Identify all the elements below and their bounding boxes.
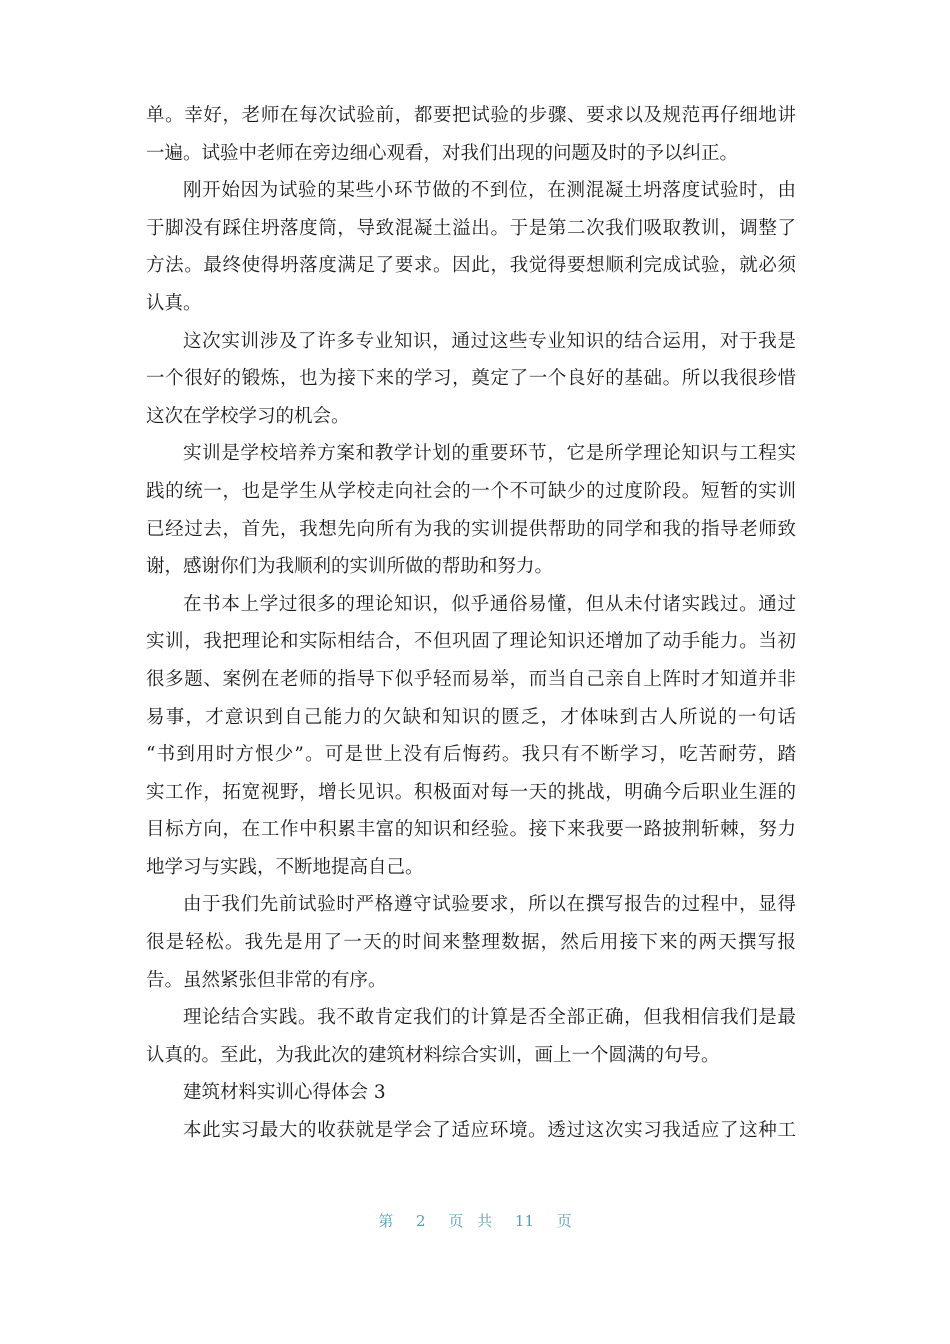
- text-line: 践的统一，也是学生从学校走向社会的一个不可缺少的过度阶段。短暂的实训: [146, 480, 796, 502]
- text-line: 认真。: [146, 292, 202, 314]
- text-line: 实训是学校培养方案和教学计划的重要环节，它是所学理论知识与工程实: [183, 443, 796, 465]
- text-line: 于脚没有踩住坍落度筒，导致混凝土溢出。于是第二次我们吸取教训，调整了: [146, 217, 796, 239]
- text-line: 本此实习最大的收获就是学会了适应环境。透过这次实习我适应了这种工: [183, 1120, 796, 1142]
- total-pages-number: 11: [514, 1212, 534, 1230]
- text-line: 很是轻松。我先是用了一天的时间来整理数据，然后用接下来的两天撰写报: [146, 932, 796, 954]
- text-line: 地学习与实践，不断地提高自己。: [146, 856, 424, 878]
- text-line: 告。虽然紧张但非常的有序。: [146, 969, 387, 991]
- text-line: 单。幸好，老师在每次试验前，都要把试验的步骤、要求以及规范再仔细地讲: [146, 105, 796, 126]
- text-line: 已经过去，首先，我想先向所有为我的实训提供帮助的同学和我的指导老师致: [146, 518, 796, 540]
- footer-label-di: 第: [378, 1212, 394, 1230]
- text-line: 理论结合实践。我不敢肯定我们的计算是否全部正确，但我相信我们是最: [183, 1007, 796, 1029]
- text-line: 方法。最终使得坍落度满足了要求。因此，我觉得要想顺利完成试验，就必须: [146, 255, 796, 277]
- text-line: 这次实训涉及了许多专业知识，通过这些专业知识的结合运用，对于我是: [183, 330, 796, 352]
- text-line: 建筑材料实训心得体会 3: [183, 1082, 386, 1104]
- text-line: 很多题、案例在老师的指导下似乎轻而易举，而当自己亲自上阵时才知道并非: [146, 668, 796, 690]
- text-line: 谢，感谢你们为我顺利的实训所做的帮助和努力。: [146, 556, 554, 578]
- document-body: [146, 97, 796, 1150]
- footer-label-ye: 页: [448, 1212, 464, 1230]
- footer-label-gong: 共: [477, 1212, 493, 1230]
- text-line: 目标方向，在工作中积累丰富的知识和经验。接下来我要一路披荆斩棘，努力: [146, 819, 796, 841]
- text-line: 易事，才意识到自己能力的欠缺和知识的匮乏，才体味到古人所说的一句话: [146, 706, 796, 728]
- text-line: 一个很好的锻炼，也为接下来的学习，奠定了一个良好的基础。所以我很珍惜: [146, 368, 796, 390]
- text-line: 认真的。至此，为我此次的建筑材料综合实训，画上一个圆满的句号。: [146, 1044, 720, 1066]
- text-line: 这次在学校学习的机会。: [146, 405, 350, 427]
- text-line: 由于我们先前试验时严格遵守试验要求，所以在撰写报告的过程中，显得: [183, 894, 796, 916]
- current-page-number: 2: [415, 1212, 426, 1230]
- text-line: 实工作，拓宽视野，增长见识。积极面对每一天的挑战，明确今后职业生涯的: [146, 781, 796, 803]
- text-line: 在书本上学过很多的理论知识，似乎通俗易懂，但从未付诸实践过。通过: [183, 593, 796, 615]
- text-line: 一遍。试验中老师在旁边细心观看，对我们出现的问题及时的予以纠正。: [146, 142, 739, 164]
- footer-label-ye-2: 页: [556, 1212, 572, 1230]
- text-line: 实训，我把理论和实际相结合，不但巩固了理论知识还增加了动手能力。当初: [146, 631, 796, 653]
- page-footer: [0, 1210, 950, 1231]
- text-line: “书到用时方恨少”。可是世上没有后悔药。我只有不断学习，吃苦耐劳，踏: [146, 744, 796, 766]
- text-line: 刚开始因为试验的某些小环节做的不到位，在测混凝土坍落度试验时，由: [183, 180, 796, 202]
